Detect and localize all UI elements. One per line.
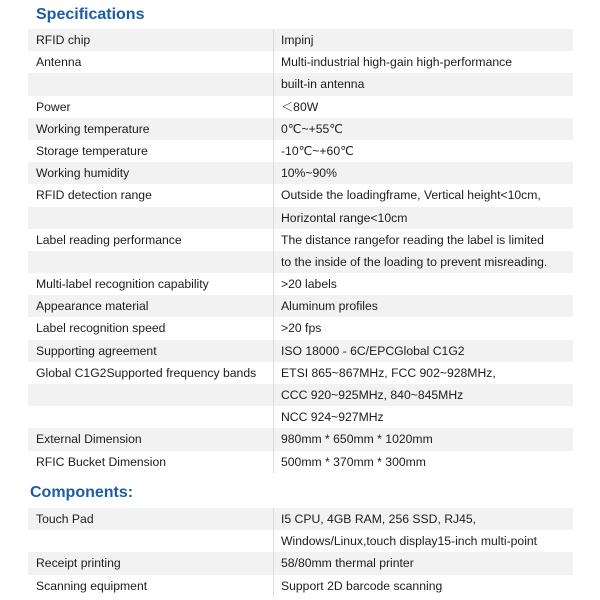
row-label: Touch Pad — [28, 508, 274, 530]
components-table — [28, 508, 573, 597]
table-row — [28, 575, 573, 597]
row-label: RFID chip — [28, 29, 274, 51]
row-value: -10℃~+60℃ — [281, 143, 354, 158]
row-label: Multi-label recognition capability — [28, 273, 274, 295]
row-label: Global C1G2Supported frequency bands — [28, 362, 274, 384]
table-row — [28, 29, 573, 51]
row-label: Appearance material — [28, 295, 274, 317]
row-label: Storage temperature — [28, 140, 274, 162]
components-heading: Components: — [30, 484, 134, 501]
table-row — [28, 295, 573, 317]
row-label — [28, 251, 274, 273]
table-row — [28, 428, 573, 450]
table-row — [28, 273, 573, 295]
row-value: 10%~90% — [281, 166, 337, 181]
table-row — [28, 207, 573, 229]
row-label: Working humidity — [28, 162, 274, 184]
row-label: Scanning equipment — [28, 575, 274, 597]
specifications-heading: Specifications — [36, 6, 145, 23]
table-row — [28, 317, 573, 339]
row-label: Label reading performance — [28, 229, 274, 251]
table-row — [28, 406, 573, 428]
row-value: NCC 924~927MHz — [281, 410, 384, 425]
table-row — [28, 552, 573, 574]
row-label — [28, 73, 274, 95]
row-label: Supporting agreement — [28, 340, 274, 362]
row-value: ISO 18000 - 6C/EPCGlobal C1G2 — [281, 343, 465, 358]
table-row — [28, 508, 573, 530]
row-value: built-in antenna — [281, 77, 365, 92]
specifications-table — [28, 29, 573, 473]
row-value: 58/80mm thermal printer — [281, 556, 414, 571]
row-value: 500mm * 370mm * 300mm — [281, 454, 426, 469]
row-value: Outside the loadingframe, Vertical height<10cm, — [281, 188, 541, 203]
row-label — [28, 207, 274, 229]
row-value: I5 CPU, 4GB RAM, 256 SSD, RJ45, — [281, 512, 477, 526]
row-value: CCC 920~925MHz, 840~845MHz — [281, 388, 464, 402]
row-label — [28, 384, 274, 406]
row-value: Support 2D barcode scanning — [281, 578, 443, 593]
table-row — [28, 73, 573, 95]
table-row — [28, 384, 573, 406]
row-label: Working temperature — [28, 118, 274, 140]
row-value: >20 labels — [281, 277, 337, 292]
row-label: RFIC Bucket Dimension — [28, 451, 274, 473]
table-row — [28, 251, 573, 273]
row-value: Windows/Linux,touch display15-inch multi-point — [281, 534, 538, 549]
row-label — [28, 406, 274, 428]
row-value: >20 fps — [281, 321, 322, 336]
row-value: Horizontal range<10cm — [281, 210, 408, 225]
row-value: Aluminum profiles — [281, 299, 378, 314]
row-label: External Dimension — [28, 428, 274, 450]
row-label: RFID detection range — [28, 184, 274, 206]
table-row — [28, 96, 573, 118]
row-value: Impinj — [281, 33, 314, 47]
table-row — [28, 184, 573, 206]
table-row — [28, 162, 573, 184]
row-value: The distance rangefor reading the label is limited — [281, 232, 544, 247]
row-value: ＜80W — [281, 99, 319, 114]
row-label: Label recognition speed — [28, 317, 274, 339]
table-row — [28, 140, 573, 162]
table-row — [28, 530, 573, 552]
row-value: ETSI 865~867MHz, FCC 902~928MHz, — [281, 365, 496, 380]
row-label: Antenna — [28, 51, 274, 73]
table-row — [28, 118, 573, 140]
row-label — [28, 530, 274, 552]
row-value: 0℃~+55℃ — [281, 121, 343, 136]
row-value: Multi-industrial high-gain high-performance — [281, 55, 512, 70]
row-label: Receipt printing — [28, 552, 274, 574]
table-row — [28, 51, 573, 73]
row-label: Power — [28, 96, 274, 118]
row-value: 980mm * 650mm * 1020mm — [281, 432, 433, 447]
row-value: to the inside of the loading to prevent misreading. — [281, 254, 548, 269]
table-row — [28, 362, 573, 384]
table-row — [28, 229, 573, 251]
table-row — [28, 340, 573, 362]
table-row — [28, 451, 573, 473]
